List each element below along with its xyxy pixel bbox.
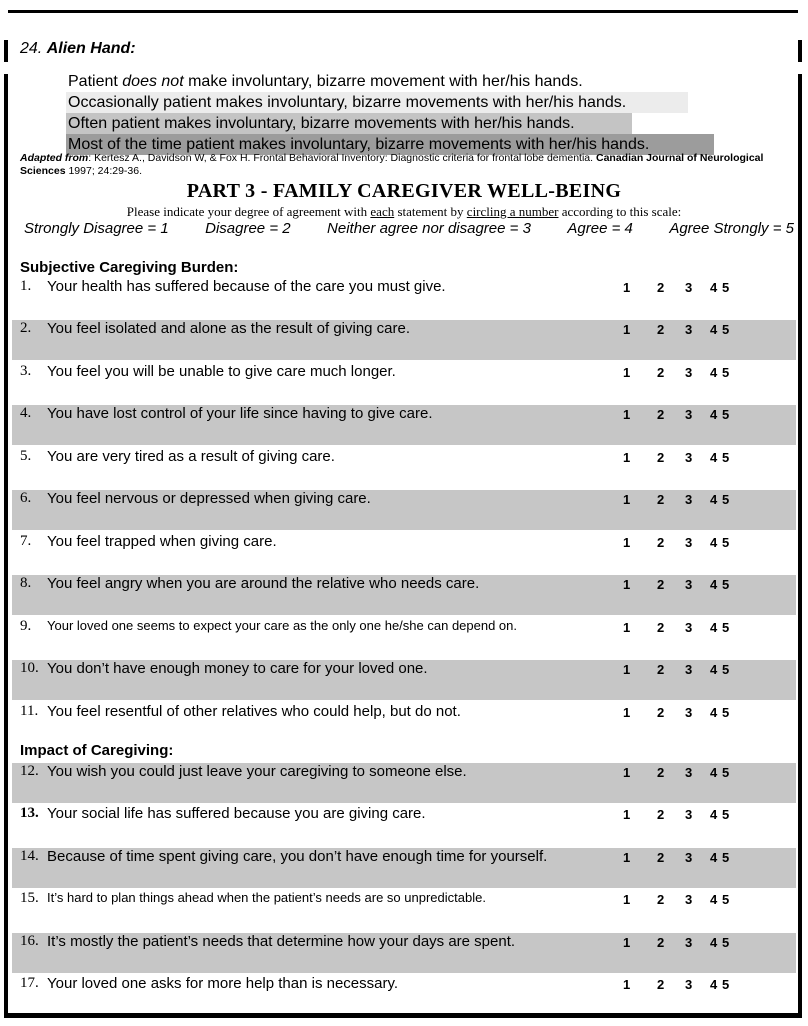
rating-option-3[interactable]: 3 (685, 850, 693, 865)
right-margin-bar (798, 40, 802, 62)
rating-option-1[interactable]: 1 (623, 280, 631, 295)
rating-option-2[interactable]: 2 (657, 407, 665, 422)
question-row (12, 618, 796, 658)
rating-option-5[interactable]: 5 (722, 807, 730, 822)
rating-choices (623, 280, 743, 298)
rating-option-5[interactable]: 5 (722, 850, 730, 865)
rating-option-1[interactable]: 1 (623, 977, 631, 992)
rating-option-2[interactable]: 2 (657, 850, 665, 865)
question-number: 8. (20, 575, 32, 591)
question-number: 13. (20, 805, 39, 821)
question-text: Because of time spent giving care, you don’t have enough time for yourself. (47, 848, 548, 865)
rating-option-5[interactable]: 5 (722, 492, 730, 507)
rating-option-3[interactable]: 3 (685, 322, 693, 337)
question-number: 17. (20, 975, 39, 991)
question-text: It’s hard to plan things ahead when the patient’s needs are so unpredictable. (47, 890, 486, 905)
rating-option-5[interactable]: 5 (722, 407, 730, 422)
rating-option-5[interactable]: 5 (722, 705, 730, 720)
question-text: You have lost control of your life since having to give care. (47, 405, 433, 422)
answer-option-text: Occasionally patient makes involuntary, bizarre movements with her/his hands. (68, 94, 627, 111)
citation-label: Adapted from (20, 152, 89, 164)
rating-option-4[interactable]: 4 (710, 765, 718, 780)
rating-option-5[interactable]: 5 (722, 892, 730, 907)
question-text: Your loved one asks for more help than is necessary. (47, 975, 399, 992)
question-text: You feel you will be unable to give care much longer. (47, 363, 396, 380)
rating-option-1[interactable]: 1 (623, 935, 631, 950)
rating-option-2[interactable]: 2 (657, 620, 665, 635)
question-number: 7. (20, 533, 32, 549)
rating-option-1[interactable]: 1 (623, 662, 631, 677)
rating-option-4[interactable]: 4 (710, 365, 718, 380)
rating-option-1[interactable]: 1 (623, 850, 631, 865)
rating-option-1[interactable]: 1 (623, 807, 631, 822)
rating-option-2[interactable]: 2 (657, 765, 665, 780)
scale-label: Neither agree nor disagree = 3 (327, 220, 531, 237)
question-row (12, 363, 796, 403)
rating-option-4[interactable]: 4 (710, 977, 718, 992)
question-name: Alien Hand: (46, 40, 136, 57)
rating-option-4[interactable]: 4 (710, 662, 718, 677)
rating-option-5[interactable]: 5 (722, 577, 730, 592)
question-row (12, 805, 796, 845)
rating-option-3[interactable]: 3 (685, 450, 693, 465)
question-row (12, 848, 796, 888)
rating-option-3[interactable]: 3 (685, 807, 693, 822)
question-text: It’s mostly the patient’s needs that determine how your days are spent. (47, 933, 516, 950)
answer-option-text: make involuntary, bizarre movement with her/his hands. (183, 73, 583, 90)
question-number: 12. (20, 763, 39, 779)
rating-option-3[interactable]: 3 (685, 535, 693, 550)
rating-option-2[interactable]: 2 (657, 935, 665, 950)
rating-option-3[interactable]: 3 (685, 892, 693, 907)
rating-option-1[interactable]: 1 (623, 892, 631, 907)
rating-option-2[interactable]: 2 (657, 535, 665, 550)
rating-choices (623, 935, 743, 953)
instructions (0, 204, 808, 220)
rating-option-3[interactable]: 3 (685, 407, 693, 422)
answer-option-emphasis: does not (122, 73, 184, 90)
rating-option-4[interactable]: 4 (710, 705, 718, 720)
question-row (12, 405, 796, 445)
citation-text: : Kertesz A., Davidson W, & Fox H. Frontal Behavioral Inventory: Diagnostic criteria for frontal lobe dementia. (88, 152, 594, 164)
rating-option-3[interactable]: 3 (685, 662, 693, 677)
section-heading: Subjective Caregiving Burden: (20, 259, 239, 276)
rating-option-5[interactable]: 5 (722, 662, 730, 677)
rating-option-1[interactable]: 1 (623, 365, 631, 380)
answer-option-text: Patient (68, 73, 123, 90)
rating-option-5[interactable]: 5 (722, 977, 730, 992)
question-number: 14. (20, 848, 39, 864)
question-row (12, 703, 796, 743)
rating-choices (623, 662, 743, 680)
question-row (12, 660, 796, 700)
rating-choices (623, 977, 743, 995)
rating-option-2[interactable]: 2 (657, 280, 665, 295)
rating-option-3[interactable]: 3 (685, 620, 693, 635)
rating-option-3[interactable]: 3 (685, 365, 693, 380)
rating-option-3[interactable]: 3 (685, 935, 693, 950)
rating-option-4[interactable]: 4 (710, 535, 718, 550)
question-number: 24. (20, 40, 43, 57)
question-row (12, 575, 796, 615)
question-number: 4. (20, 405, 32, 421)
rating-choices (623, 765, 743, 783)
question-text: You don’t have enough money to care for your loved one. (47, 660, 428, 677)
rating-option-4[interactable]: 4 (710, 620, 718, 635)
rating-option-4[interactable]: 4 (710, 807, 718, 822)
rating-option-2[interactable]: 2 (657, 892, 665, 907)
question-number: 3. (20, 363, 32, 379)
instructions-text: Please indicate your degree of agreement with (126, 204, 371, 219)
rating-choices (623, 365, 743, 383)
question-row (12, 933, 796, 973)
rating-option-2[interactable]: 2 (657, 322, 665, 337)
question-row (12, 890, 796, 930)
question-number: 9. (20, 618, 32, 634)
question-row (12, 448, 796, 488)
citation (20, 152, 790, 178)
left-margin-bar (4, 40, 8, 62)
rating-option-2[interactable]: 2 (657, 977, 665, 992)
rating-option-2[interactable]: 2 (657, 662, 665, 677)
question-text: You feel isolated and alone as the result of giving care. (47, 320, 411, 337)
scale-label: Agree Strongly = 5 (669, 220, 794, 237)
question-number: 10. (20, 660, 39, 676)
rating-option-1[interactable]: 1 (623, 705, 631, 720)
rating-scale (24, 220, 794, 237)
instructions-text: according to this scale: (558, 204, 682, 219)
part-title: PART 3 - FAMILY CAREGIVER WELL-BEING (186, 180, 622, 202)
section-heading: Impact of Caregiving: (20, 742, 174, 759)
scale-label: Strongly Disagree = 1 (24, 220, 169, 237)
question-row (12, 763, 796, 803)
rating-option-3[interactable]: 3 (685, 492, 693, 507)
question-number: 1. (20, 278, 32, 294)
rating-option-5[interactable]: 5 (722, 322, 730, 337)
rating-choices (623, 892, 743, 910)
rating-option-1[interactable]: 1 (623, 535, 631, 550)
question-row (12, 490, 796, 530)
question-text: You feel nervous or depressed when giving care. (47, 490, 371, 507)
rating-option-5[interactable]: 5 (722, 365, 730, 380)
question-number: 15. (20, 890, 39, 906)
answer-option[interactable] (66, 113, 632, 134)
rating-option-1[interactable]: 1 (623, 620, 631, 635)
question-text: You are very tired as a result of giving care. (47, 448, 335, 465)
citation-journal: Canadian Journal of Neurological Sciences (20, 152, 764, 177)
question-24-options (66, 71, 716, 155)
rating-option-5[interactable]: 5 (722, 450, 730, 465)
rating-option-1[interactable]: 1 (623, 407, 631, 422)
question-text: You feel angry when you are around the relative who needs care. (47, 575, 480, 592)
rating-option-2[interactable]: 2 (657, 450, 665, 465)
rating-option-4[interactable]: 4 (710, 492, 718, 507)
rating-choices (623, 620, 743, 638)
rating-choices (623, 450, 743, 468)
rating-option-1[interactable]: 1 (623, 577, 631, 592)
instructions-emphasis: each (370, 204, 395, 219)
answer-option[interactable] (66, 92, 688, 113)
rating-option-4[interactable]: 4 (710, 850, 718, 865)
rating-option-4[interactable]: 4 (710, 280, 718, 295)
instructions-text: statement by (394, 204, 467, 219)
rating-choices (623, 705, 743, 723)
answer-option-text: Often patient makes involuntary, bizarre movements with her/his hands. (68, 115, 575, 132)
rating-option-4[interactable]: 4 (710, 935, 718, 950)
rating-option-2[interactable]: 2 (657, 807, 665, 822)
question-text: Your loved one seems to expect your care as the only one he/she can depend on. (47, 618, 518, 633)
question-text: You wish you could just leave your caregiving to someone else. (47, 763, 467, 780)
question-24 (20, 40, 136, 58)
rating-option-3[interactable]: 3 (685, 977, 693, 992)
rating-option-2[interactable]: 2 (657, 365, 665, 380)
rating-option-5[interactable]: 5 (722, 935, 730, 950)
rating-option-2[interactable]: 2 (657, 577, 665, 592)
rating-option-2[interactable]: 2 (657, 705, 665, 720)
question-number: 5. (20, 448, 32, 464)
rating-option-5[interactable]: 5 (722, 620, 730, 635)
rating-option-3[interactable]: 3 (685, 765, 693, 780)
question-row (12, 533, 796, 573)
rating-choices (623, 407, 743, 425)
rating-option-4[interactable]: 4 (710, 450, 718, 465)
question-row (12, 278, 796, 318)
question-number: 2. (20, 320, 32, 336)
rating-option-4[interactable]: 4 (710, 407, 718, 422)
rating-option-5[interactable]: 5 (722, 535, 730, 550)
instructions-emphasis: circling a number (466, 204, 559, 219)
rating-option-1[interactable]: 1 (623, 450, 631, 465)
question-number: 16. (20, 933, 39, 949)
rating-option-3[interactable]: 3 (685, 577, 693, 592)
question-number: 11. (20, 703, 39, 719)
rating-option-1[interactable]: 1 (623, 322, 631, 337)
question-text: You feel resentful of other relatives who could help, but do not. (47, 703, 461, 720)
rating-choices (623, 577, 743, 595)
rating-option-4[interactable]: 4 (710, 322, 718, 337)
answer-option-text: Most of the time patient makes involuntary, bizarre movements with her/his hands. (68, 136, 650, 153)
rating-option-4[interactable]: 4 (710, 577, 718, 592)
rating-option-5[interactable]: 5 (722, 765, 730, 780)
rating-choices (623, 535, 743, 553)
rating-choices (623, 492, 743, 510)
citation-tail: 1997; 24:29-36. (65, 165, 143, 177)
question-text: Your health has suffered because of the care you must give. (47, 278, 446, 295)
rating-choices (623, 850, 743, 868)
rating-choices (623, 322, 743, 340)
question-text: You feel trapped when giving care. (47, 533, 277, 550)
rating-option-3[interactable]: 3 (685, 280, 693, 295)
rating-option-2[interactable]: 2 (657, 492, 665, 507)
scale-label: Agree = 4 (567, 220, 633, 237)
rating-option-5[interactable]: 5 (722, 280, 730, 295)
rating-option-1[interactable]: 1 (623, 492, 631, 507)
rating-option-3[interactable]: 3 (685, 705, 693, 720)
question-row (12, 975, 796, 1015)
question-row (12, 320, 796, 360)
question-number: 6. (20, 490, 32, 506)
rating-option-4[interactable]: 4 (710, 892, 718, 907)
scale-label: Disagree = 2 (205, 220, 291, 237)
rating-option-1[interactable]: 1 (623, 765, 631, 780)
question-text: Your social life has suffered because you are giving care. (47, 805, 426, 822)
rating-choices (623, 807, 743, 825)
answer-option[interactable] (66, 71, 716, 92)
question-24-title (20, 40, 136, 58)
